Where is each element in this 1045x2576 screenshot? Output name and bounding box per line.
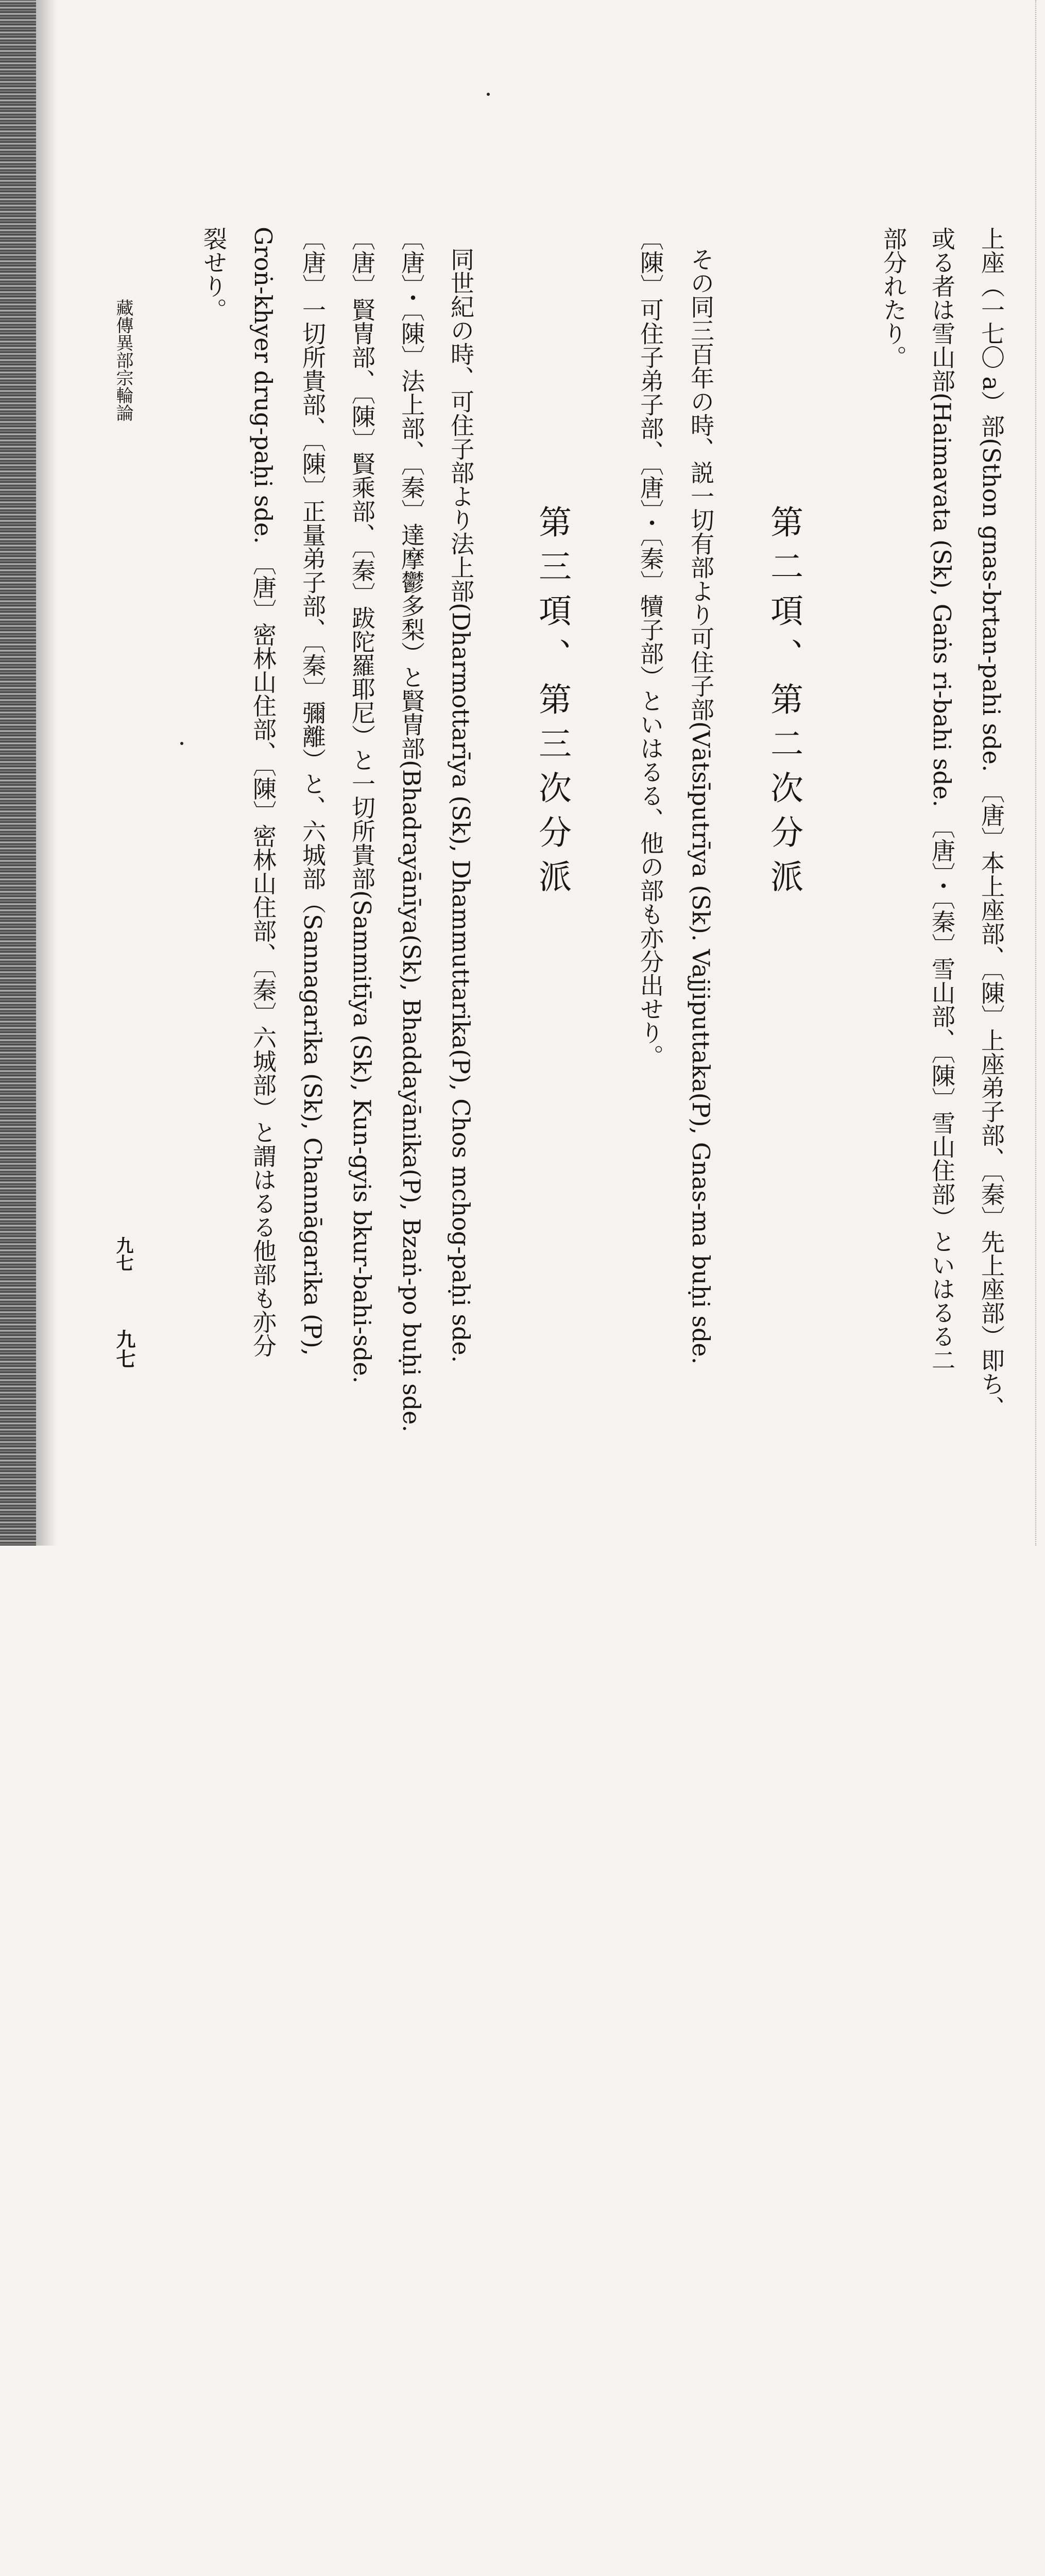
ink-speck <box>487 93 490 96</box>
book-binding-edge <box>0 0 36 1546</box>
text-line-1: 上座（一七〇 a）部(Sthon gnas-brtan-pahi sde. 〔唐〕本上座部、〔陳〕上座弟子部、〔秦〕先上座部）即ち、 <box>978 227 1005 1420</box>
text-line-8: 〔唐〕賢冑部、〔陳〕賢乘部、〔秦〕跋陀羅耶尼）と一切所貴部(Sammitīya (Sk), Kun-gyis bkur-bahi-sde. <box>348 227 376 1384</box>
section-heading-2: 第二項、第二次分派 <box>765 505 803 904</box>
page-number: 九七 <box>113 1236 133 1272</box>
text-line-11: 裂せり。 <box>200 227 228 321</box>
section-heading-3: 第三項、第三次分派 <box>533 505 571 904</box>
text-line-2: 或る者は雪山部(Haimavata (Sk), Gaṅs ri-bahi sde. 〔唐〕・〔秦〕雪山部、〔陳〕雪山住部）といはるる二 <box>928 227 956 1372</box>
page-edge-dotted <box>1035 0 1037 1546</box>
text-line-6: 同世紀の時、可住子部より法上部(Dharmottarīya (Sk), Dhammuttarika(P), Chos mchog-paḥi sde. <box>447 247 475 1363</box>
text-line-9: 〔唐〕一切所貴部、〔陳〕正量弟子部、〔秦〕彌離）と、六城部（Sannagarika (Sk), Channāgarika (P), <box>299 227 327 1356</box>
text-line-7: 〔唐〕・〔陳〕法上部、〔秦〕達摩鬱多梨）と賢冑部(Bhadrayānīya(Sk), Bhaddayānika(P), Bzaṅ-po buḥi sde. <box>398 227 425 1432</box>
text-line-5: 〔陳〕可住子弟子部、〔唐〕・〔秦〕犢子部）といはるる、他の部も亦分出せり。 <box>637 227 664 1068</box>
binding-shadow <box>36 0 57 1546</box>
running-title: 藏傳異部宗輪論 <box>113 299 133 421</box>
page-number-stamp: 九七 <box>113 1329 136 1368</box>
text-line-3: 部分れたり。 <box>880 227 907 369</box>
ink-speck <box>180 742 183 745</box>
text-line-10: Groṅ-khyer drug-paḥi sde. 〔唐〕密林山住部、〔陳〕密林山住部、〔秦〕六城部）と謂はるる他部も亦分 <box>249 227 277 1358</box>
text-line-4: その同三百年の時、説一切有部より可住子部(Vātsīputrīya (Sk). Vajjiputtaka(P), Gnas-ma buḥi sde. <box>687 247 715 1365</box>
